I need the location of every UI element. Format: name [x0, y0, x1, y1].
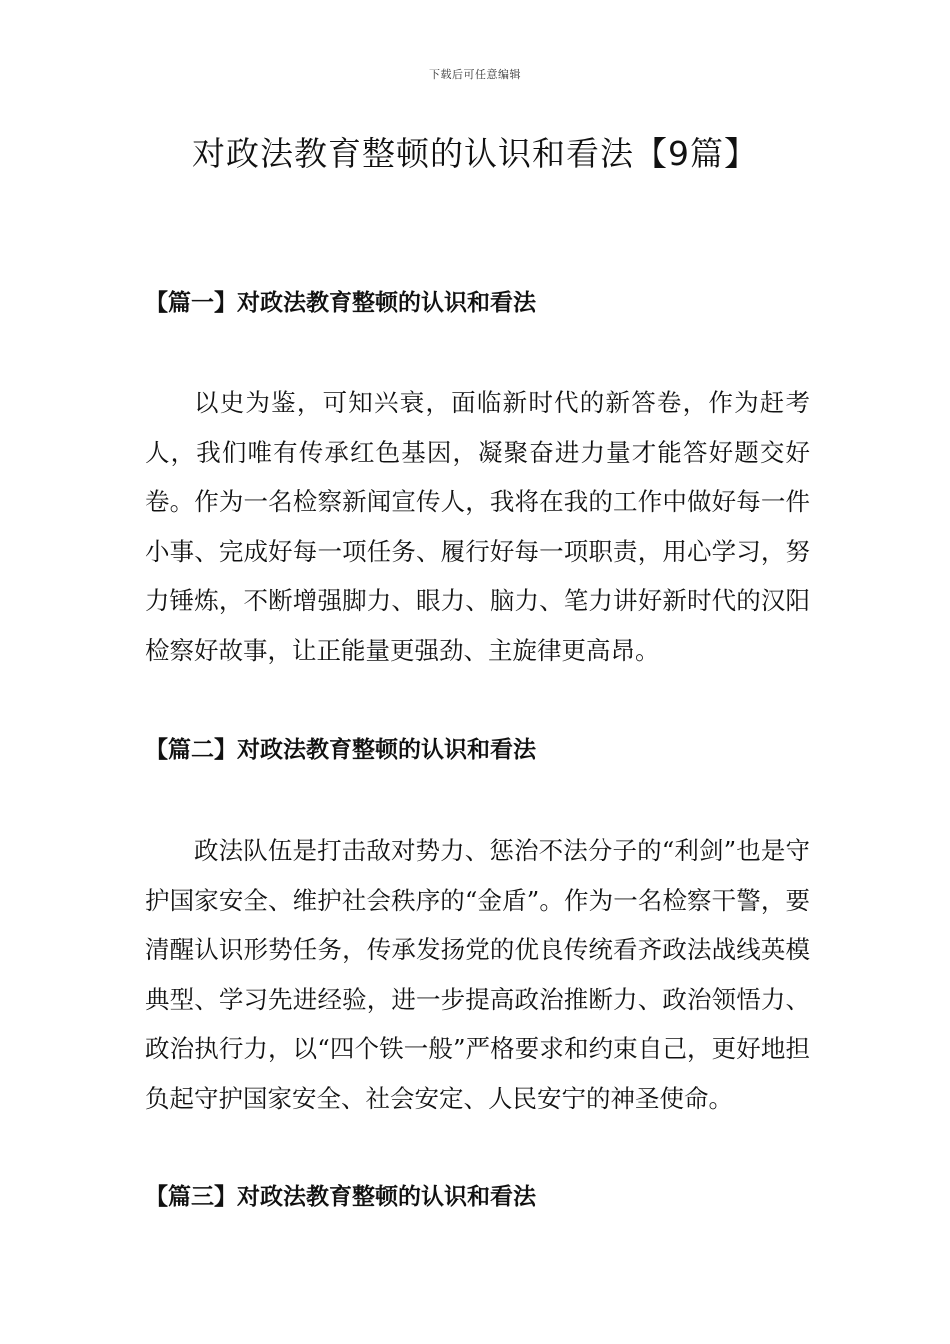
- section-heading-2: 【篇二】对政法教育整顿的认识和看法: [145, 736, 536, 763]
- section-heading-3: 【篇三】对政法教育整顿的认识和看法: [145, 1183, 536, 1210]
- document-title: 对政法教育整顿的认识和看法【9篇】: [192, 134, 758, 173]
- section-paragraph-1: 以史为鉴，可知兴衰，面临新时代的新答卷，作为赶考人，我们唯有传承红色基因，凝聚奋进力量才能答好题交好卷。作为一名检察新闻宣传人，我将在我的工作中做好每一件小事、完成好每一项任务、履行好每一项职责，用心学习，努力锤炼，不断增强脚力、眼力、脑力、笔力讲好新时代的汉阳检察好故事，让正能量更强劲、主旋律更高昂。: [145, 388, 810, 665]
- section-paragraph-2: 政法队伍是打击敌对势力、惩治不法分子的“利剑”也是守护国家安全、维护社会秩序的“金盾”。作为一名检察干警，要清醒认识形势任务，传承发扬党的优良传统看齐政法战线英模典型、学习先进经验，进一步提高政治推断力、政治领悟力、政治执行力，以“四个铁一般”严格要求和约束自己，更好地担负起守护国家安全、社会安定、人民安宁的神圣使命。: [145, 836, 810, 1113]
- header-note: 下载后可任意编辑: [429, 68, 521, 81]
- section-heading-1: 【篇一】对政法教育整顿的认识和看法: [145, 289, 536, 316]
